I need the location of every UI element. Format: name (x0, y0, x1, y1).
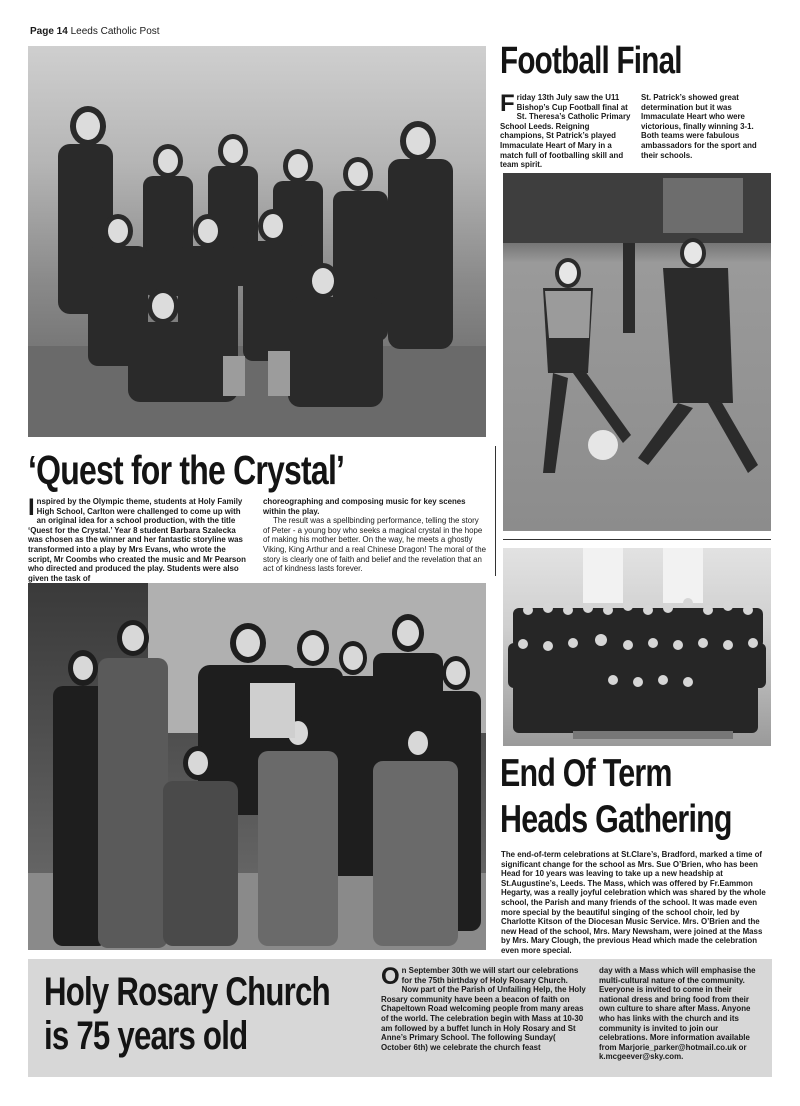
page-number: Page 14 (30, 26, 68, 37)
school-group-photo (503, 548, 771, 746)
rosary-headline-line2: is 75 years old (44, 1014, 248, 1058)
crystal-headline: ‘Quest for the Crystal’ (28, 447, 345, 493)
team-photo-figures (28, 46, 486, 437)
football-column-2 (641, 93, 771, 160)
rosary-col2-body: day with a Mass which will emphasise the multi-cultural nature of the community. Everyone is invited to come in their national dress and bring food from their own culture to share after Mass. Anyone who has links with the church and its community is invited to join our celebrations. More information available from Marjorie_parker@hotmail.co.uk or k.mcgeever@sky.com. (599, 966, 756, 1062)
heads-body (501, 850, 772, 956)
drama-cast-photo (28, 583, 486, 950)
heads-headline-line1: End Of Term (500, 752, 672, 795)
rosary-dropcap: O (381, 963, 400, 990)
football-final-headline: Football Final (500, 40, 682, 82)
rosary-col1-body: n September 30th we will start our celebrations for the 75th birthday of Holy Rosary Church. Now part of the Parish of Unfailing Help, the Holy Rosary community have been a beacon of faith on Chapeltown Road welcoming people from many areas of the world. The celebration begin with Mass at 10-30 am followed by a buffet lunch in Holy Rosary and St Anne’s Primary School. The following Sunday( October 6th) we celebrate the church feast (381, 966, 586, 1052)
heads-headline-line2: Heads Gathering (500, 798, 732, 841)
rosary-column-2 (599, 966, 764, 1062)
football-match-photo (503, 173, 771, 531)
rosary-column-1 (381, 963, 586, 1052)
crystal-col1-body: nspired by the Olympic theme, students at Holy Family High School, Carlton were challenged to come up with an original idea for a school production, with the title ‘Quest for the Crystal.’ Year 8 student Barbara Szalecka was chosen as the winner and her fantastic storyline was transformed into a play by Mrs Evans, who wrote the script, Mr Coombs who created the music and Mr Pearson who directed and produced the play. Students were also given the task of (28, 497, 246, 583)
publication-name: Leeds Catholic Post (70, 26, 160, 37)
football-intro-body: riday 13th July saw the U11 Bishop’s Cup Football final at St. Theresa’s Catholic Primary School Leeds. Reigning champions, St Patrick’s played Immaculate Heart of Mary in a match full of footballing skill and team spirit. (500, 93, 631, 170)
heads-body-text: The end-of-term celebrations at St.Clare’s, Bradford, marked a time of significant change for the school as Mrs. Sue O’Brien, who has been Head for 10 years was leaving to take up a new headship at St.Augustine’s, Leeds. The Mass, which was offered by Fr.Eammon Hegarty, was a really joyful celebration which was shared by the whole school, the Parish and many friends of the school. It was made even more special by the beautiful singing of the school choir, led by Charlotte Kitson of the Diocesan Music Service. Mrs. O’Brien and the new Head of the school, Mrs. Mary Newsham, were joined at the Mass by Mrs. Mary Clough, the previous Head which made the celebration even more special. (501, 850, 766, 955)
team-celebration-photo (28, 46, 486, 437)
crystal-column-1 (28, 494, 250, 583)
crystal-col2-body: The result was a spellbinding performance, telling the story of Peter - a young boy who seeks a magical crystal in the hope of making his mother better. On the way, he meets a ghostly Viking, King Arthur and a real Chinese Dragon! The moral of the story is clearly one of faith and belief and the revelation that an act of kindness lasts forever. (263, 516, 486, 574)
crystal-column-2 (263, 497, 487, 574)
match-photo-figures (503, 173, 771, 531)
crystal-dropcap: I (28, 494, 35, 521)
football-intro-text (500, 90, 632, 170)
crystal-col2-lead: choreographing and composing music for key scenes within the play. (263, 497, 466, 516)
football-col2-body: St. Patrick’s showed great determination but it was Immaculate Heart who were victorious, finally winning 3-1. Both teams were fabulous ambassadors for the sport and their schools. (641, 93, 757, 160)
football-bottom-rule (503, 539, 771, 540)
football-dropcap: F (500, 90, 515, 117)
cast-photo-figures (28, 583, 486, 950)
page-folio (30, 26, 160, 37)
crystal-column-rule (495, 446, 496, 576)
school-photo-figures (503, 548, 771, 746)
rosary-headline-line1: Holy Rosary Church (44, 970, 330, 1014)
